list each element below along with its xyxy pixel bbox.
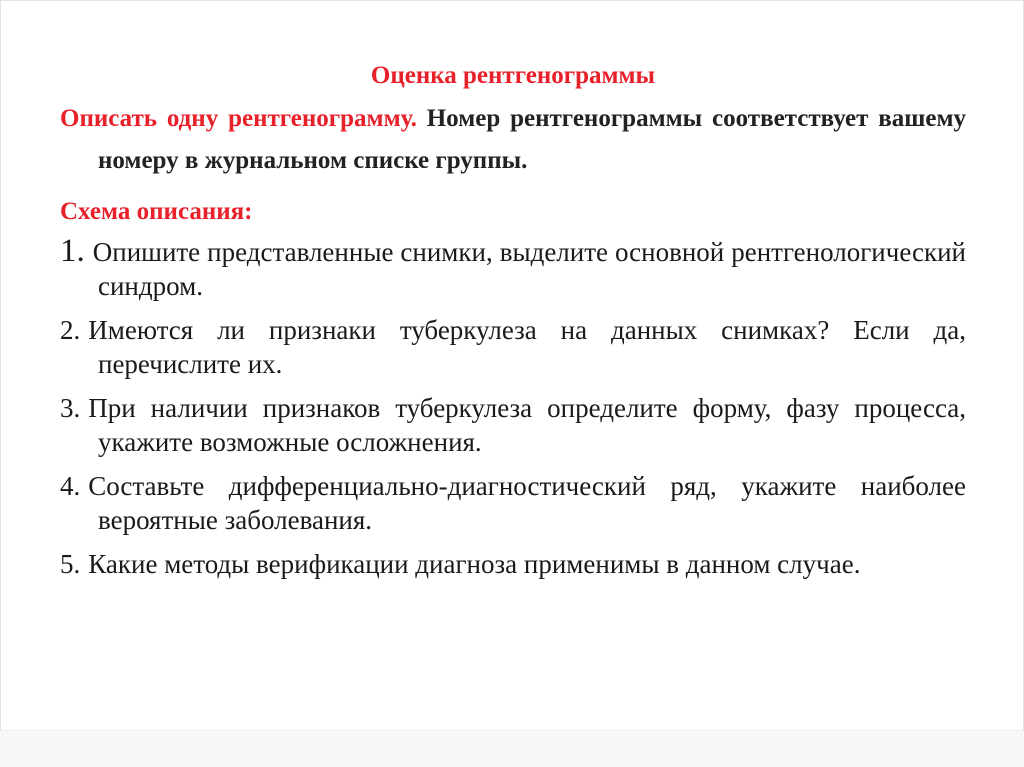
scheme-item-4 xyxy=(60,469,966,537)
item-text: Опишите представленные снимки, выделите основной рентгенологический синдром. xyxy=(92,237,966,301)
task-paragraph xyxy=(60,98,966,182)
item-number: 1. xyxy=(60,233,85,269)
item-text: Какие методы верификации диагноза применимы в данном случае. xyxy=(88,549,861,579)
scheme-item-5 xyxy=(60,547,966,581)
item-text: При наличии признаков туберкулеза определите форму, фазу процесса, укажите возможные осложнения. xyxy=(88,393,966,457)
item-text: Имеются ли признаки туберкулеза на данных снимках? Если да, перечислите их. xyxy=(88,315,966,379)
scheme-item-1 xyxy=(60,234,966,303)
scheme-item-3 xyxy=(60,391,966,459)
slide-content xyxy=(60,56,966,591)
scheme-list xyxy=(60,234,966,581)
item-number: 4. xyxy=(60,471,81,501)
item-text: Составьте дифференциально-диагностический ряд, укажите наиболее вероятные заболевания. xyxy=(88,471,966,535)
item-number: 5. xyxy=(60,549,81,579)
task-rest: Номер рентгенограммы соответствует вашему номеру в журнальном списке группы. xyxy=(98,105,966,174)
item-number: 3. xyxy=(60,393,81,423)
item-number: 2. xyxy=(60,315,81,345)
task-lead: Описать одну рентгенограмму. xyxy=(60,105,417,132)
scheme-heading: Схема описания: xyxy=(60,198,253,225)
slide-title: Оценка рентгенограммы xyxy=(370,62,656,89)
slide-bottom-strip xyxy=(0,730,1024,767)
scheme-item-2 xyxy=(60,313,966,381)
